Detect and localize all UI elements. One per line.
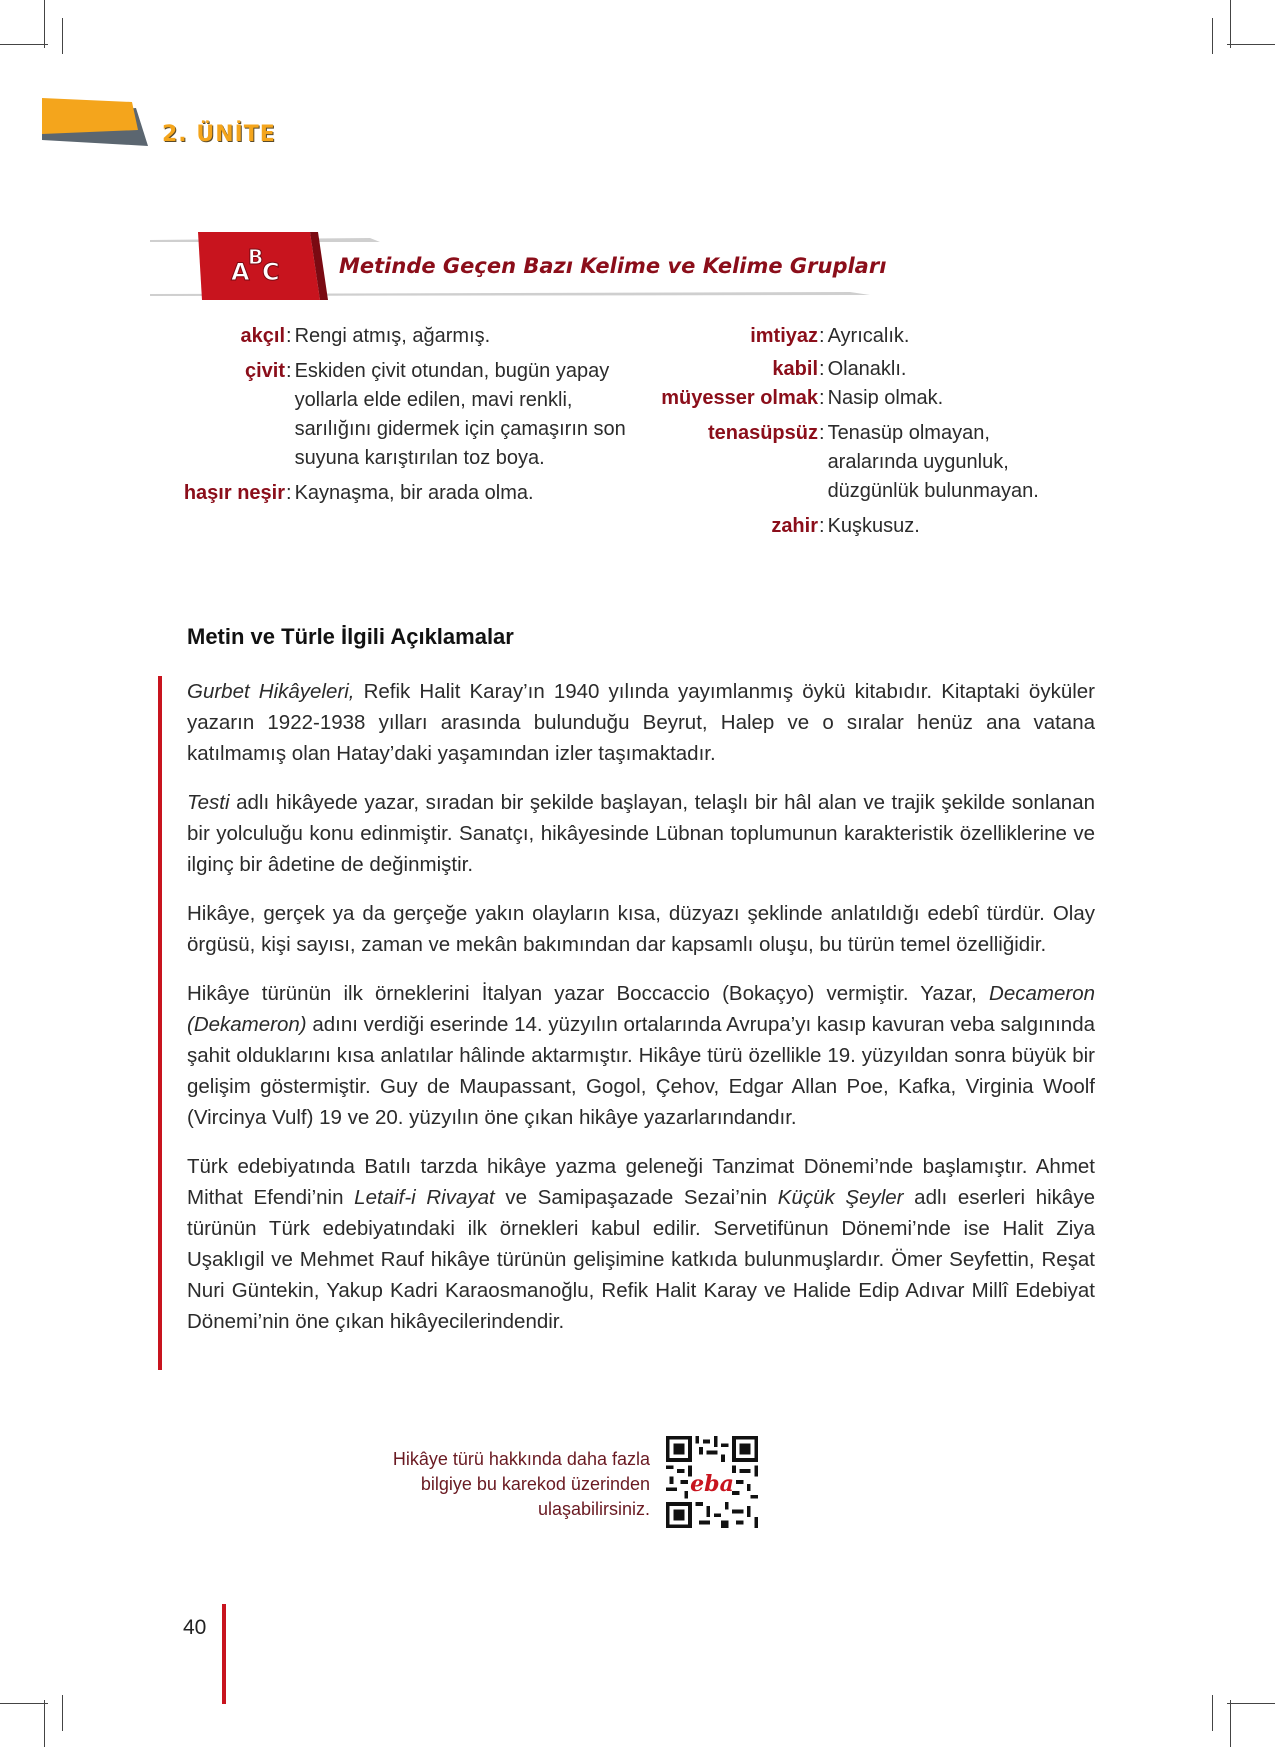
- accent-bar: [158, 676, 162, 1036]
- vocab-definition: Tenasüp olmayan, aralarında uygunluk, düzgünlük bulunmayan.: [827, 422, 1039, 502]
- vocab-term: zahir: [771, 515, 818, 537]
- paragraph: Gurbet Hikâyeleri, Refik Halit Karay’ın 1940 yılında yayımlanmış öykü kitabıdır. Kitaptaki öyküler yazarın 1922-1938 yılları arasında bulunduğu Beyrut, Halep ve o sıralar henüz ana vatana katılmamış olan Hatay’daki yaşamından izler taşımaktadır.: [187, 680, 1096, 765]
- qr-code[interactable]: [666, 1436, 758, 1528]
- vocab-term: imtiyaz: [750, 325, 818, 347]
- vocab-definition: Ayrıcalık.: [827, 325, 910, 347]
- abc-icon: [228, 240, 288, 292]
- vocab-term: akçıl: [240, 325, 285, 347]
- paragraph: Testi adlı hikâyede yazar, sıradan bir şekilde başlayan, telaşlı bir hâl alan ve trajik şekilde sonlanan bir yolculuğu konu edinmiştir. Sanatçı, hikâyesinde Lübnan toplumunun karakteristik özelliklerine ve ilginç bir âdetine de değinmiştir.: [187, 791, 1095, 876]
- vocab-entry: akçıl : Rengi atmış, ağarmış.: [160, 322, 650, 351]
- paragraph: Hikâye, gerçek ya da gerçeğe yakın olayların kısa, düzyazı şeklinde anlatıldığı edebî türdür. Olay örgüsü, kişi sayısı, zaman ve mekân bakımından dar kapsamlı oluşu, bu türün temel özelliğidir.: [187, 902, 1095, 956]
- paragraph: Türk edebiyatında Batılı tarzda hikâye yazma geleneği Tanzimat Dönemi’nde başlamıştır. Ahmet Mithat Efendi’nin Letaif-i Rivayat ve Samipaşazade Sezai’nin Küçük Şeyler adlı eserleri hikâye türünün Türk edebiyatındaki ilk örnekleri kabul edilir. Servetifünun Dönemi’nde ise Halit Ziya Uşaklıgil ve Mehmet Rauf hikâye türünün gelişimine katkıda bulunmuşlardır. Ömer Seyfettin, Reşat Nuri Güntekin, Yakup Kadri Karaosmanoğlu, Refik Halit Karay ve Halide Edip Adıvar Millî Edebiyat Dönemi’nin öne çıkan hikâyecilerindendir.: [187, 1155, 1095, 1333]
- explanations-body: [187, 676, 1095, 1355]
- vocab-entry: zahir : Kuşkusuz.: [640, 512, 1078, 541]
- vocab-entry: kabil : Olanaklı.: [640, 355, 1078, 384]
- vocab-term: kabil: [772, 358, 818, 380]
- page-number-bar: [222, 1604, 226, 1704]
- vocab-definition: Kaynaşma, bir arada olma.: [294, 482, 534, 504]
- vocab-term: tenasüpsüz: [707, 422, 818, 444]
- vocab-definition: Kuşkusuz.: [827, 515, 920, 537]
- qr-caption: Hikâye türü hakkında daha fazla bilgiye bu karekod üzerinden ulaşabilirsiniz.: [392, 1449, 650, 1519]
- abc-letter-b: B: [248, 245, 264, 269]
- vocab-section-title: Metinde Geçen Bazı Kelime ve Kelime Grupları: [339, 254, 887, 278]
- vocab-entry: imtiyaz : Ayrıcalık.: [640, 322, 1078, 351]
- vocab-entry: müyesser olmak : Nasip olmak.: [640, 384, 1078, 413]
- vocab-definition: Nasip olmak.: [827, 387, 944, 409]
- eba-logo: eba: [690, 1471, 734, 1498]
- accent-bar: [158, 1010, 162, 1370]
- abc-letter-a: A: [231, 258, 250, 286]
- explanations-heading: Metin ve Türle İlgili Açıklamalar: [187, 624, 514, 649]
- vocab-definition: Olanaklı.: [827, 358, 907, 380]
- abc-letter-c: C: [262, 258, 280, 286]
- page-number: 40: [183, 1616, 207, 1639]
- vocab-term: haşır neşir: [183, 482, 285, 504]
- vocab-entry: tenasüpsüz : Tenasüp olmayan, aralarında uygunluk, düzgünlük bulunmayan.: [640, 419, 1078, 506]
- paragraph: Hikâye türünün ilk örneklerini İtalyan yazar Boccaccio (Bokaçyo) vermiştir. Yazar, Decameron (Dekameron) adını verdiği eserinde 14. yüzyılın ortalarında Avrupa’yı kasıp kavuran veba salgınında şahit olduklarını kısa anlatılar hâlinde aktarmıştır. Hikâye türü özellikle 19. yüzyıldan sonra büyük bir gelişim göstermiştir. Guy de Maupassant, Gogol, Çehov, Edgar Allan Poe, Kafka, Virginia Woolf (Vircinya Vulf) 19 ve 20. yüzyılın öne çıkan hikâye yazarlarındandır.: [187, 982, 1095, 1129]
- vocab-definition: Rengi atmış, ağarmış.: [294, 325, 491, 347]
- vocab-term: müyesser olmak: [661, 387, 818, 409]
- unit-label: 2. ÜNİTE: [162, 122, 276, 147]
- unit-banner: [40, 96, 150, 152]
- vocab-entry: çivit : Eskiden çivit otundan, bugün yapay yollarla elde edilen, mavi renkli, sarılığını gidermek için çamaşırın son suyuna karıştırılan toz boya.: [160, 357, 650, 473]
- vocab-right-column: [640, 322, 1078, 547]
- vocab-term: çivit: [244, 360, 285, 382]
- vocab-definition: Eskiden çivit otundan, bugün yapay yollarla elde edilen, mavi renkli, sarılığını gidermek için çamaşırın son suyuna karıştırılan toz boya.: [294, 360, 626, 469]
- vocab-entry: haşır neşir : Kaynaşma, bir arada olma.: [160, 479, 650, 508]
- vocab-left-column: [160, 322, 650, 514]
